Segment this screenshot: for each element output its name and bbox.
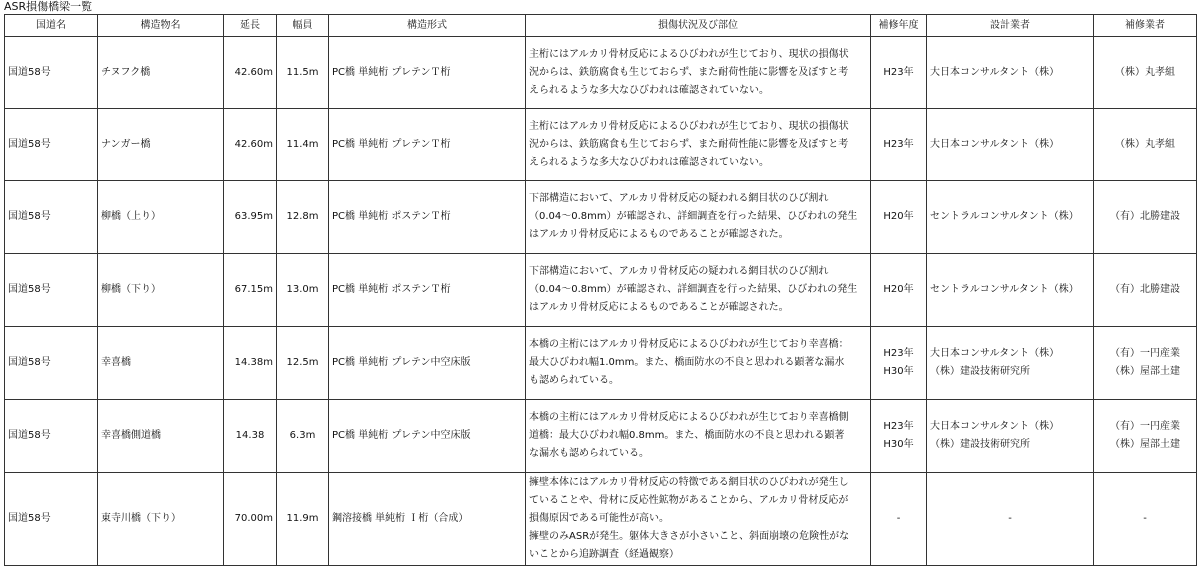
length-cell: 42.60m [224, 37, 277, 109]
length-cell: 42.60m [224, 109, 277, 181]
repairer-cell [1094, 181, 1197, 254]
repairer-line: （有）北勝建設 [1110, 211, 1180, 222]
header-route: 国道名 [5, 15, 98, 37]
damage-line: はアルカリ骨材反応によるものであることが確認された。 [529, 229, 789, 240]
width-cell: 12.5m [277, 327, 329, 400]
name-cell: 東寺川橋（下り） [98, 473, 224, 566]
repairer-cell [1094, 327, 1197, 400]
year-line: - [896, 513, 901, 524]
width-cell: 11.5m [277, 37, 329, 109]
designer-line: 大日本コンサルタント（株） [930, 138, 1060, 150]
width-cell: 6.3m [277, 400, 329, 473]
year-cell [871, 109, 927, 181]
length-cell: 67.15m [224, 254, 277, 327]
damage-line: 最大ひびわれ幅1.0mm。また、橋面防水の不良と思われる顕著な漏水 [529, 357, 845, 368]
year-line: H23年 [883, 66, 914, 78]
year-line: H23年 [883, 138, 914, 150]
table-row [5, 327, 1197, 400]
route-cell: 国道58号 [5, 473, 98, 566]
route-cell: 国道58号 [5, 109, 98, 181]
route-cell: 国道58号 [5, 181, 98, 254]
table-header-row [5, 15, 1197, 37]
designer-line: （株）建設技術研究所 [930, 366, 1030, 377]
designer-cell [927, 37, 1094, 109]
damage-line: 擁壁本体にはアルカリ骨材反応の特徴である網目状のひびわれが発生し [529, 477, 849, 488]
designer-line: - [1008, 513, 1012, 524]
name-cell: 柳橋（上り） [98, 181, 224, 254]
designer-cell [927, 400, 1094, 473]
route-cell: 国道58号 [5, 327, 98, 400]
year-line: H30年 [883, 366, 914, 377]
designer-cell [927, 254, 1094, 327]
year-cell [871, 254, 927, 327]
repairer-cell [1094, 473, 1197, 566]
table-row [5, 400, 1197, 473]
length-cell: 63.95m [224, 181, 277, 254]
damage-line: 擁壁のみASRが発生。躯体大きさが小さいこと、斜面崩壊の危険性がな [529, 531, 850, 542]
header-repairer: 補修業者 [1094, 15, 1197, 37]
type-cell: PC橋 単純桁 プレテンＴ桁 [329, 109, 526, 181]
repairer-line: （株）屋部土建 [1110, 439, 1180, 450]
damage-line: 本橋の主桁にはアルカリ骨材反応によるひびわれが生じており幸喜橋： [529, 339, 849, 350]
designer-line: 大日本コンサルタント（株） [930, 66, 1060, 78]
designer-line: 大日本コンサルタント（株） [930, 348, 1060, 359]
damage-line: 下部構造において、アルカリ骨材反応の疑われる網目状のひび割れ [529, 266, 829, 277]
table-row [5, 473, 1197, 566]
page-title: ASR損傷橋梁一覧 [4, 0, 93, 13]
damage-line: えられるような多大なひびわれは確認されていない。 [529, 156, 769, 168]
designer-cell [927, 109, 1094, 181]
name-cell: ナンガー橋 [98, 109, 224, 181]
header-length: 延長 [224, 15, 277, 37]
year-cell [871, 181, 927, 254]
header-designer: 設計業者 [927, 15, 1094, 37]
damage-cell [526, 254, 871, 327]
header-damage: 損傷状況及び部位 [526, 15, 871, 37]
damage-line: 損傷原因である可能性が高い。 [529, 513, 669, 524]
width-cell: 11.9m [277, 473, 329, 566]
table-row [5, 181, 1197, 254]
type-cell: PC橋 単純桁 ポステンＴ桁 [329, 254, 526, 327]
damage-line: 下部構造において、アルカリ骨材反応の疑われる網目状のひび割れ [529, 193, 829, 204]
repairer-cell [1094, 37, 1197, 109]
length-cell: 14.38m [224, 327, 277, 400]
damage-line: 道橋：最大ひびわれ幅0.8mm。また、橋面防水の不良と思われる顕著 [529, 430, 845, 441]
repairer-cell [1094, 109, 1197, 181]
year-cell [871, 473, 927, 566]
type-cell: PC橋 単純桁 プレテンＴ桁 [329, 37, 526, 109]
repairer-line: （有）一円産業 [1110, 348, 1180, 359]
damage-line: いことから追跡調査（経過観察） [529, 549, 679, 560]
route-cell: 国道58号 [5, 37, 98, 109]
year-cell [871, 37, 927, 109]
designer-line: セントラルコンサルタント（株） [930, 211, 1079, 222]
header-type: 構造形式 [329, 15, 526, 37]
width-cell: 13.0m [277, 254, 329, 327]
length-cell: 14.38 [224, 400, 277, 473]
repairer-cell [1094, 400, 1197, 473]
length-cell: 70.00m [224, 473, 277, 566]
damage-cell [526, 109, 871, 181]
name-cell: 幸喜橋側道橋 [98, 400, 224, 473]
damage-line: （0.04～0.8mm）が確認され、詳細調査を行った結果、ひびわれの発生 [529, 211, 858, 222]
damage-line: 本橋の主桁にはアルカリ骨材反応によるひびわれが生じており幸喜橋側 [529, 412, 849, 423]
designer-cell [927, 473, 1094, 566]
damage-line: 主桁にはアルカリ骨材反応によるひびわれが生じており、現状の損傷状 [529, 120, 849, 132]
year-cell [871, 400, 927, 473]
damage-cell [526, 181, 871, 254]
repairer-line: （有）北勝建設 [1110, 284, 1180, 295]
repairer-line: （有）一円産業 [1110, 421, 1180, 432]
type-cell: PC橋 単純桁 ポステンＴ桁 [329, 181, 526, 254]
damage-line: （0.04～0.8mm）が確認され、詳細調査を行った結果、ひびわれの発生 [529, 284, 858, 295]
damage-line: 況からは、鉄筋腐食も生じておらず、また耐荷性能に影響を及ぼすと考 [529, 66, 849, 78]
repairer-cell [1094, 254, 1197, 327]
asr-bridge-table [4, 14, 1197, 566]
header-year: 補修年度 [871, 15, 927, 37]
repairer-line: （株）丸孝組 [1115, 138, 1175, 150]
header-name: 構造物名 [98, 15, 224, 37]
damage-line: えられるような多大なひびわれは確認されていない。 [529, 84, 769, 96]
repairer-line: - [1143, 513, 1147, 524]
header-width: 幅員 [277, 15, 329, 37]
year-line: H30年 [883, 439, 914, 450]
name-cell: 柳橋（下り） [98, 254, 224, 327]
damage-cell [526, 327, 871, 400]
repairer-line: （株）屋部土建 [1110, 366, 1180, 377]
designer-cell [927, 181, 1094, 254]
year-cell [871, 327, 927, 400]
damage-cell [526, 400, 871, 473]
width-cell: 11.4m [277, 109, 329, 181]
table-row [5, 37, 1197, 109]
damage-cell [526, 473, 871, 566]
type-cell: PC橋 単純桁 プレテン中空床版 [329, 327, 526, 400]
width-cell: 12.8m [277, 181, 329, 254]
designer-line: セントラルコンサルタント（株） [930, 284, 1079, 295]
table-row [5, 109, 1197, 181]
route-cell: 国道58号 [5, 400, 98, 473]
damage-line: ていることや、骨材に反応性鉱物があることから、アルカリ骨材反応が [529, 495, 849, 506]
designer-line: 大日本コンサルタント（株） [930, 421, 1060, 432]
name-cell: 幸喜橋 [98, 327, 224, 400]
type-cell: 鋼溶接橋 単純桁 Ｉ桁（合成） [329, 473, 526, 566]
year-line: H23年 [883, 421, 914, 432]
year-line: H20年 [883, 284, 914, 295]
name-cell: チヌフク橋 [98, 37, 224, 109]
damage-line: はアルカリ骨材反応によるものであることが確認された。 [529, 302, 789, 313]
designer-cell [927, 327, 1094, 400]
damage-line: な漏水も認められている。 [529, 448, 649, 459]
damage-cell [526, 37, 871, 109]
damage-line: 況からは、鉄筋腐食も生じておらず、また耐荷性能に影響を及ぼすと考 [529, 138, 849, 150]
table-row [5, 254, 1197, 327]
repairer-line: （株）丸孝組 [1115, 66, 1175, 78]
year-line: H23年 [883, 348, 914, 359]
damage-line: も認められている。 [529, 375, 619, 386]
route-cell: 国道58号 [5, 254, 98, 327]
designer-line: （株）建設技術研究所 [930, 439, 1030, 450]
type-cell: PC橋 単純桁 プレテン中空床版 [329, 400, 526, 473]
year-line: H20年 [883, 211, 914, 222]
damage-line: 主桁にはアルカリ骨材反応によるひびわれが生じており、現状の損傷状 [529, 48, 849, 60]
